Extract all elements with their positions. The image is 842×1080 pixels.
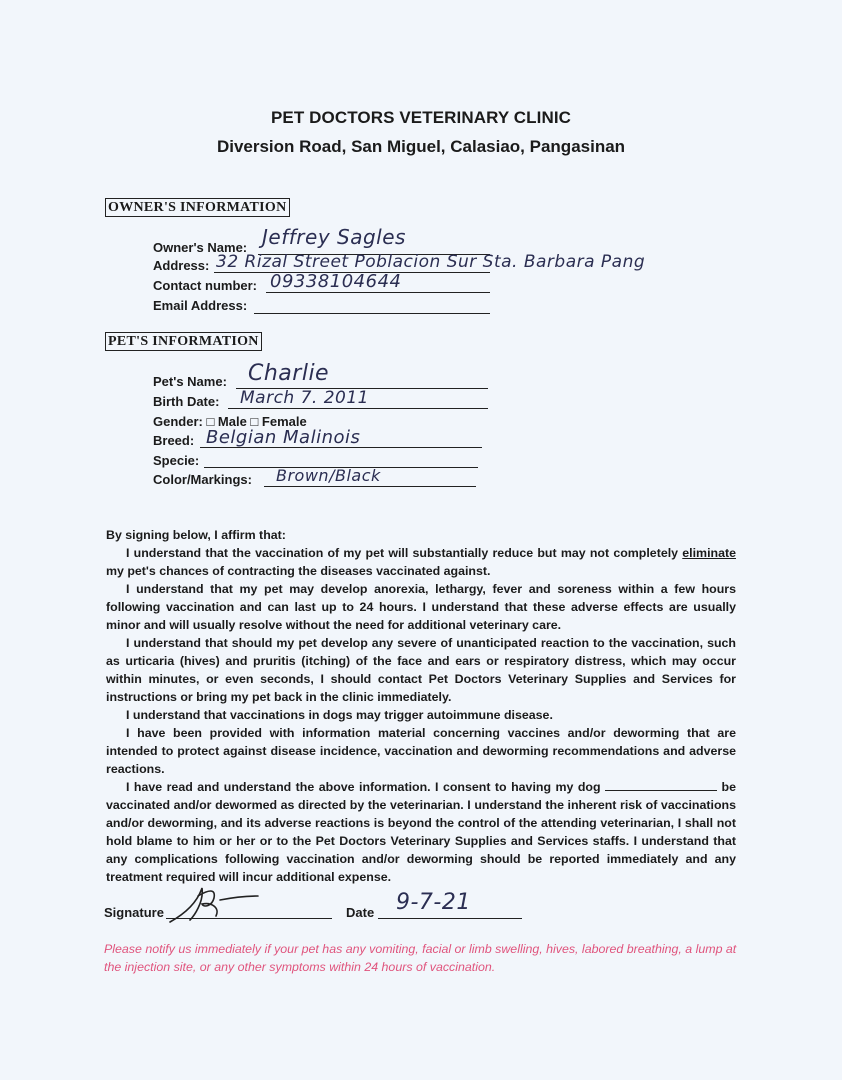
birth-date-line xyxy=(228,408,488,409)
affirmation-text xyxy=(106,526,736,886)
clinic-address: Diversion Road, San Miguel, Calasiao, Pangasinan xyxy=(216,137,626,156)
affirmation-p1-underlined: eliminate xyxy=(682,546,736,560)
pet-name-value[interactable]: Charlie xyxy=(248,361,330,386)
gender-label: Gender: □ Male □ Female xyxy=(153,414,307,429)
breed-value[interactable]: Belgian Malinois xyxy=(206,427,361,448)
owner-name-label: Owner's Name: xyxy=(153,240,248,255)
affirmation-paragraph-6 xyxy=(106,778,736,886)
affirmation-intro: By signing below, I affirm that: xyxy=(106,528,286,542)
address-label: Address: xyxy=(153,258,210,273)
date-line xyxy=(378,918,522,919)
email-line xyxy=(254,313,490,314)
clinic-name: PET DOCTORS VETERINARY CLINIC xyxy=(270,108,572,127)
contact-value[interactable]: 09338104644 xyxy=(270,271,402,292)
affirmation-paragraph-4: I understand that vaccinations in dogs may trigger autoimmune disease. xyxy=(126,708,553,722)
affirmation-paragraph-1 xyxy=(106,544,736,580)
affirmation-p6-part-a: I have read and understand the above information. I consent to having my dog xyxy=(126,780,601,794)
contact-label: Contact number: xyxy=(153,278,257,293)
breed-label: Breed: xyxy=(153,433,195,448)
address-value[interactable]: 32 Rizal Street Poblacion Sur Sta. Barbara Pang xyxy=(216,252,646,272)
affirmation-p1-part-b: my pet's chances of contracting the diseases vaccinated against. xyxy=(106,564,491,578)
affirmation-paragraph-2: I understand that my pet may develop anorexia, lethargy, fever and soreness within a few hours following vaccination and can last up to 24 hours. I understand that these adverse effects are usually minor and will usually resolve without the need for additional veterinary care. xyxy=(106,582,736,632)
owner-name-value[interactable]: Jeffrey Sagles xyxy=(262,225,406,249)
date-value[interactable]: 9-7-21 xyxy=(396,890,471,915)
affirmation-paragraph-5: I have been provided with information material concerning vaccines and/or deworming that are intended to protect against disease incidence, vaccination and deworming recommendations and adverse reactions. xyxy=(106,726,736,776)
vaccination-notice: Please notify us immediately if your pet has any vomiting, facial or limb swelling, hives, labored breathing, a lump at the injection site, or any other symptoms within 24 hours of vaccination. xyxy=(104,942,737,974)
pet-section-title: PET'S INFORMATION xyxy=(105,332,262,351)
dog-name-blank[interactable] xyxy=(605,779,717,791)
email-label: Email Address: xyxy=(153,298,248,313)
owner-section-title: OWNER'S INFORMATION xyxy=(105,198,290,217)
color-markings-line xyxy=(264,486,476,487)
pet-name-label: Pet's Name: xyxy=(153,374,227,389)
affirmation-p6-part-b: be vaccinated and/or dewormed as directed by the veterinarian. I understand the inherent risk of vaccinations and/or deworming, and its adverse reactions is beyond the control of the attending veterinarian, I shall not hold blame to him or her or to the Pet Doctors Veterinary Supplies and Services staffs. I understand that any complications following vaccination and/or deworming should be reported immediately and any treatment required will incur additional expense. xyxy=(106,780,736,884)
affirmation-paragraph-3: I understand that should my pet develop any severe of unanticipated reaction to the vaccination, such as urticaria (hives) and pruritis (itching) of the face and ears or respiratory distress, which may occur within minutes, or even seconds, I should contact Pet Doctors Veterinary Supplies and Services for instructions or bring my pet back in the clinic immediately. xyxy=(106,636,736,704)
affirmation-p1-part-a: I understand that the vaccination of my pet will substantially reduce but may not completely xyxy=(126,546,683,560)
date-label: Date xyxy=(346,905,375,920)
birth-date-label: Birth Date: xyxy=(153,394,220,409)
specie-label: Specie: xyxy=(153,453,200,468)
signature-label: Signature xyxy=(104,905,164,920)
color-markings-value[interactable]: Brown/Black xyxy=(276,466,381,485)
signature-mark[interactable] xyxy=(168,882,268,926)
birth-date-value[interactable]: March 7. 2011 xyxy=(240,388,369,408)
contact-line xyxy=(266,292,490,293)
color-markings-label: Color/Markings: xyxy=(153,472,252,487)
